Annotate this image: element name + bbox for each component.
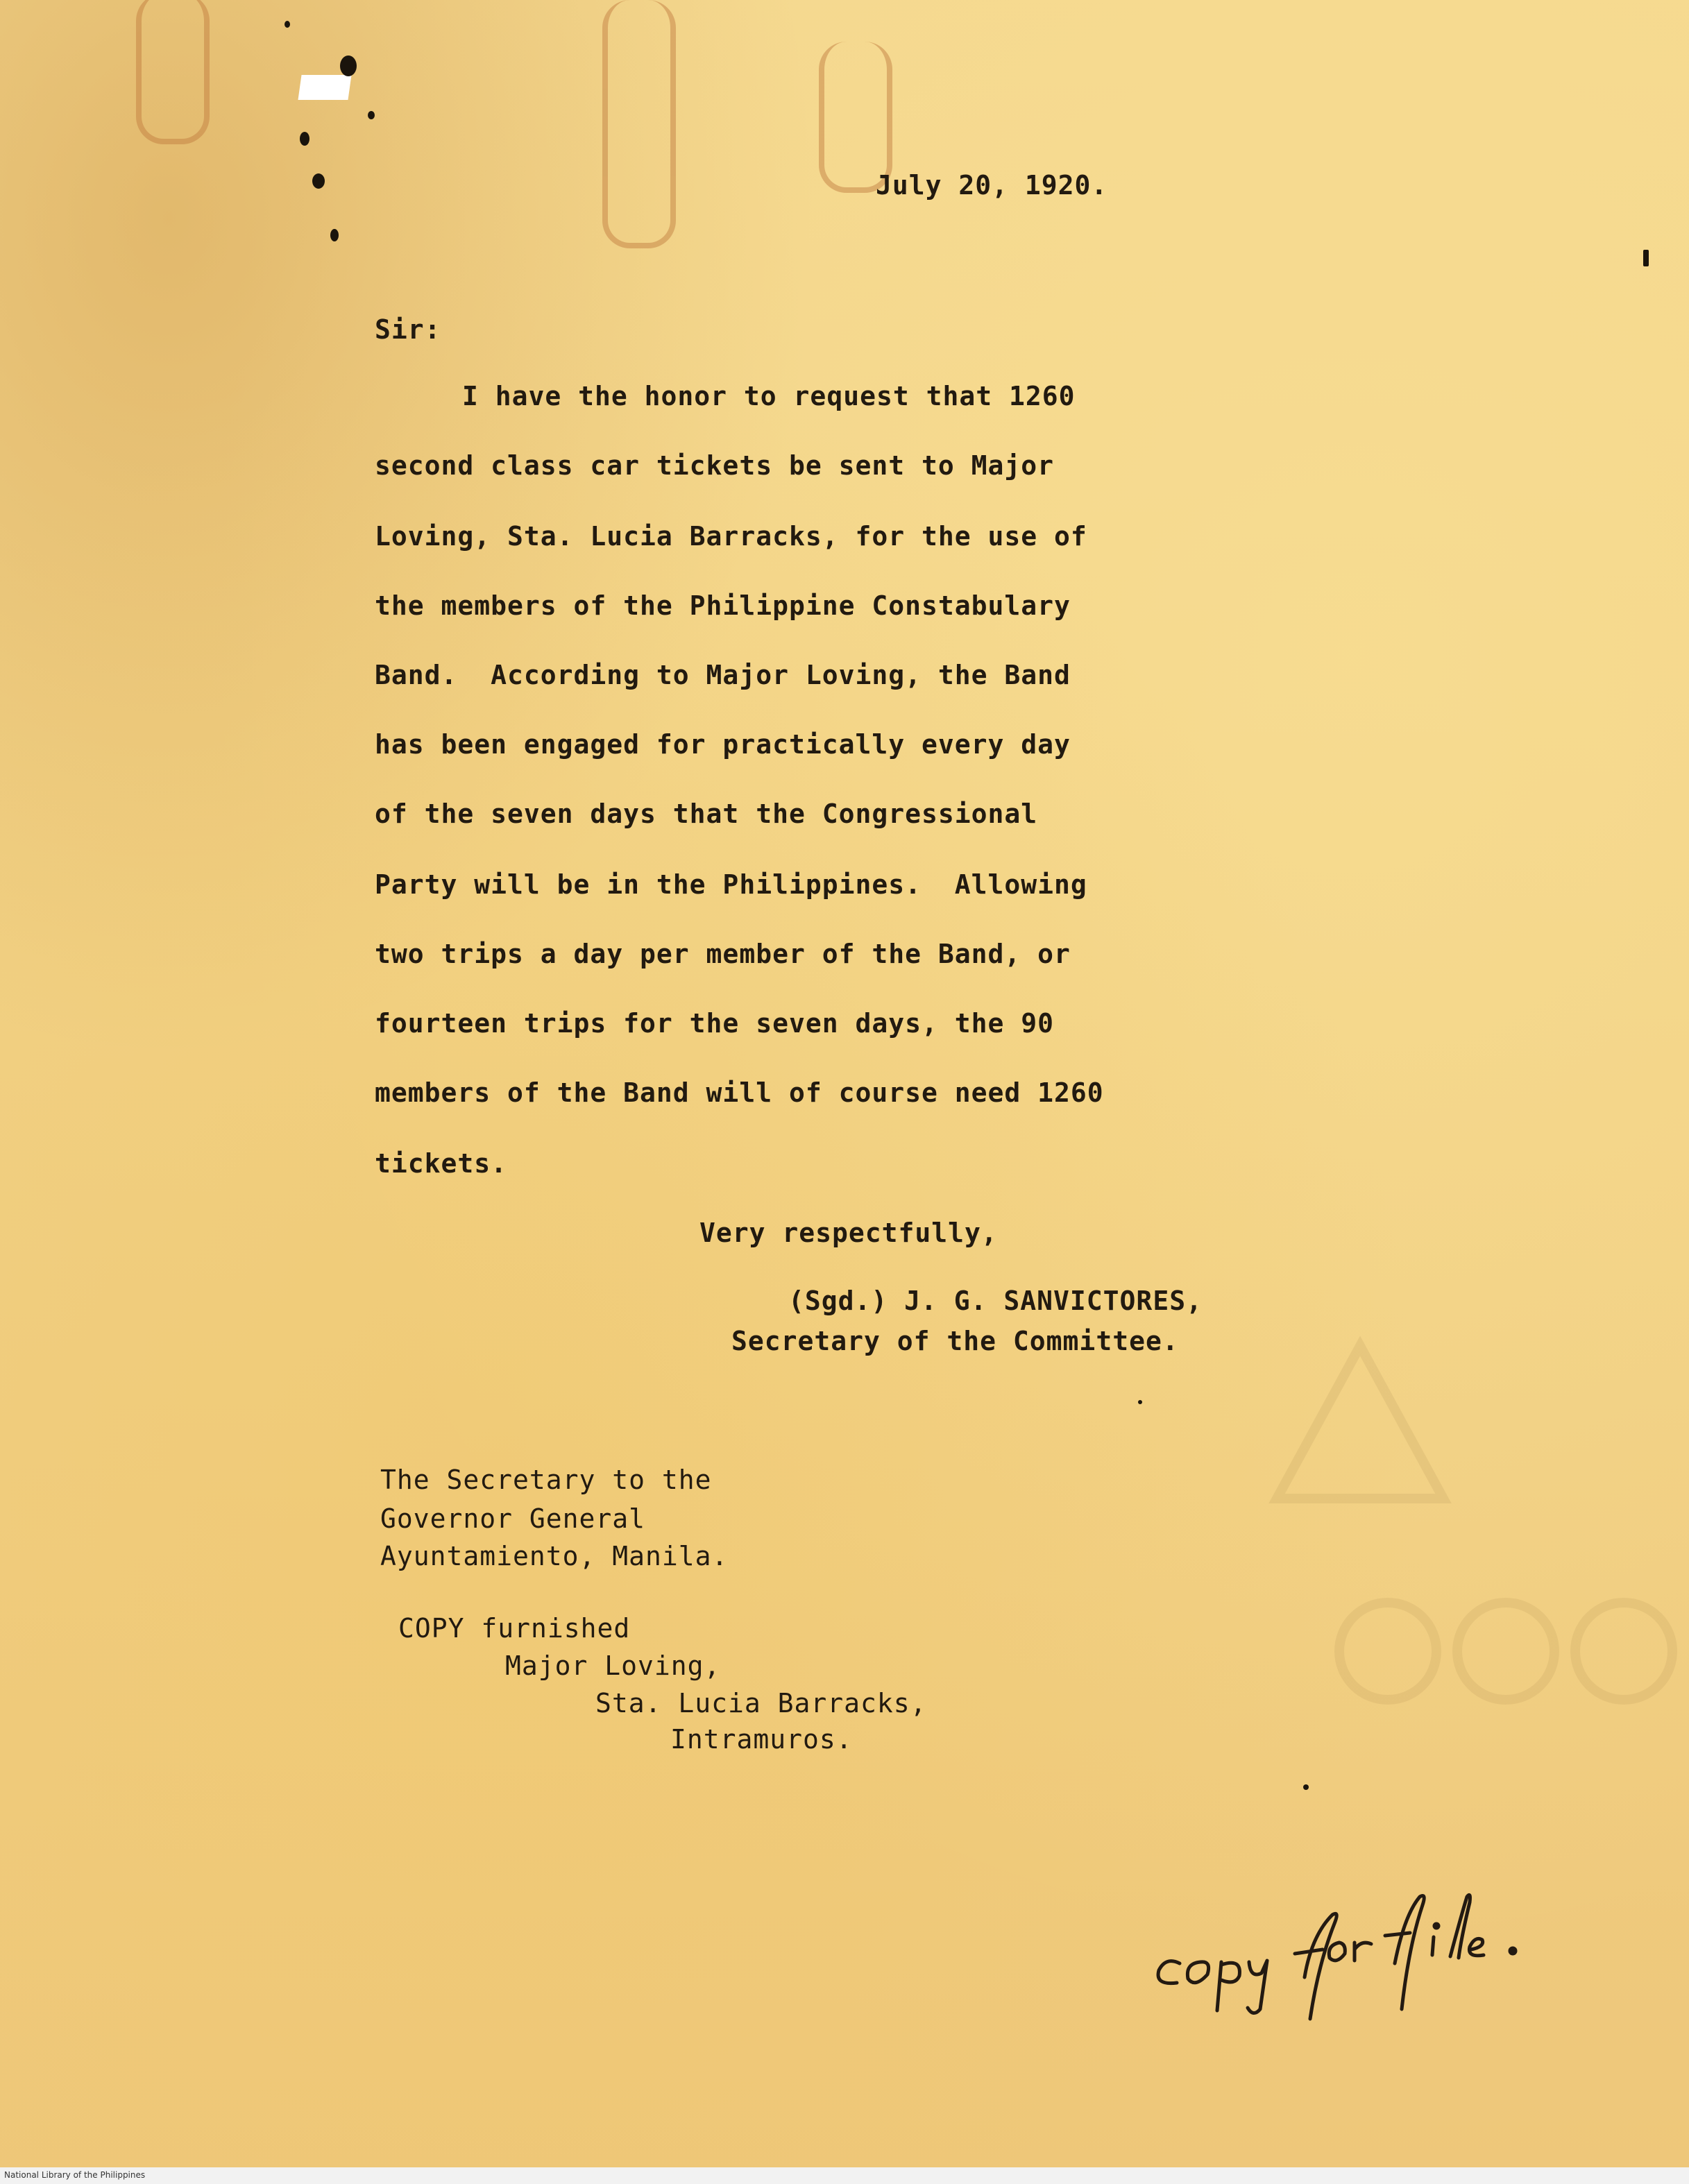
watermark (1180, 1318, 1689, 1804)
body-line: fourteen trips for the seven days, the 90 (375, 1008, 1054, 1039)
body-line: tickets. (375, 1148, 508, 1179)
paperclip-stain (602, 0, 676, 248)
addressee-line: The Secretary to the (380, 1465, 712, 1495)
ink-speck (300, 132, 309, 146)
letter-date: July 20, 1920. (876, 170, 1108, 201)
body-line: Party will be in the Philippines. Allowing (375, 869, 1087, 900)
signatory-title: Secretary of the Committee. (731, 1326, 1179, 1356)
copy-line: Major Loving, (505, 1650, 721, 1681)
binding-hole (298, 75, 351, 100)
footer-text: National Library of the Philippines (4, 2170, 146, 2180)
addressee-line: Ayuntamiento, Manila. (380, 1541, 729, 1571)
ink-speck (285, 21, 290, 28)
salutation: Sir: (375, 314, 441, 345)
copy-line: COPY furnished (398, 1613, 631, 1644)
body-line: has been engaged for practically every day (375, 729, 1071, 760)
body-line: of the seven days that the Congressional (375, 799, 1038, 829)
footer-bar (0, 2167, 1689, 2184)
body-line: two trips a day per member of the Band, or (375, 939, 1071, 969)
body-line: Loving, Sta. Lucia Barracks, for the use of (375, 521, 1087, 552)
copy-line: Sta. Lucia Barracks, (595, 1688, 927, 1718)
addressee-line: Governor General (380, 1503, 646, 1534)
ink-speck (368, 111, 375, 119)
ink-speck (330, 229, 339, 241)
body-line: I have the honor to request that 1260 (462, 381, 1076, 411)
body-line: the members of the Philippine Constabulary (375, 590, 1071, 621)
closing: Very respectfully, (699, 1218, 998, 1248)
handwritten-note (1152, 1887, 1568, 2026)
body-line: Band. According to Major Loving, the Band (375, 660, 1071, 690)
ink-speck (1138, 1400, 1142, 1404)
body-line: members of the Band will of course need 1260 (375, 1077, 1104, 1108)
copy-line: Intramuros. (670, 1724, 853, 1755)
ink-speck (1643, 250, 1649, 266)
signature-line: (Sgd.) J. G. SANVICTORES, (788, 1286, 1203, 1316)
body-line: second class car tickets be sent to Major (375, 450, 1054, 481)
ink-speck (340, 56, 357, 76)
ink-speck (312, 173, 325, 189)
paperclip-stain (136, 0, 210, 144)
